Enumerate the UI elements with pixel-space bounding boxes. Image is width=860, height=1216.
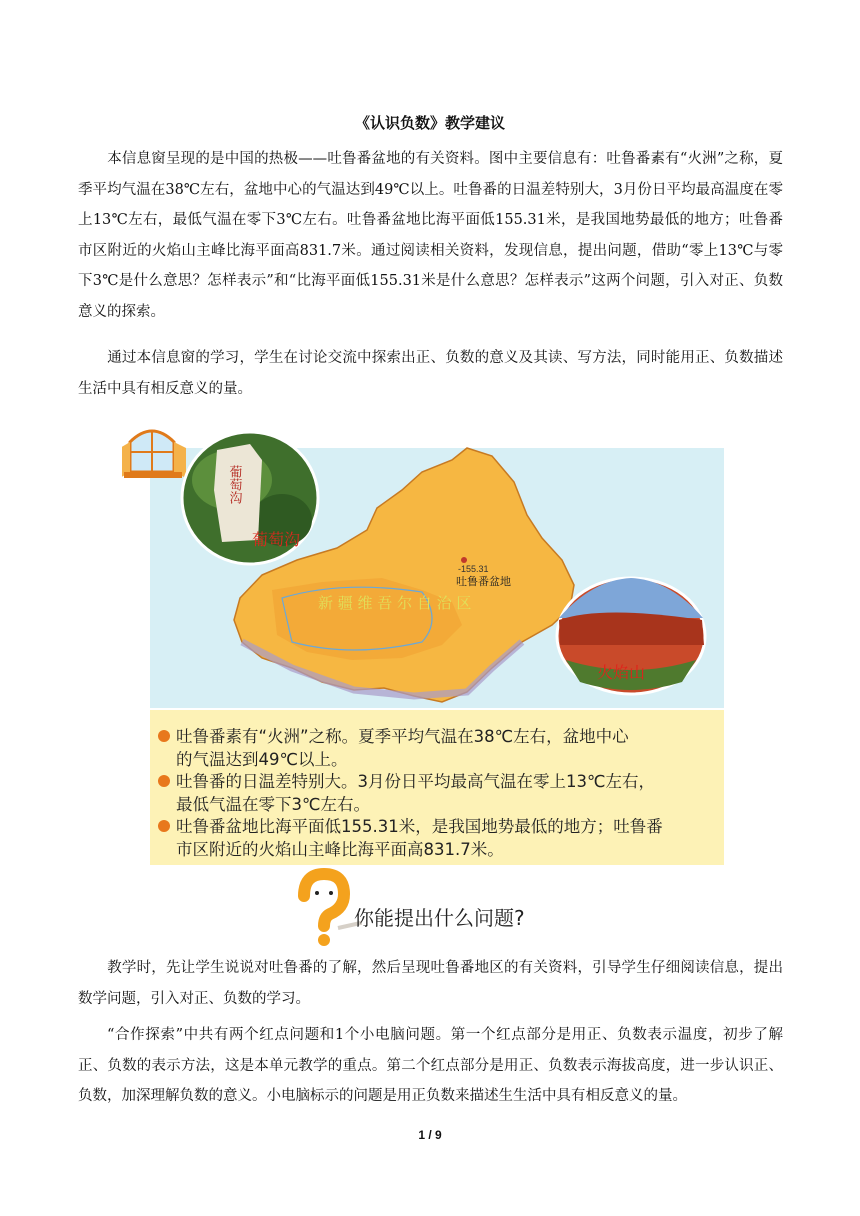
info-line: 吐鲁番盆地比海平面低155.31米，是我国地势最低的地方；吐鲁番 — [176, 817, 663, 836]
bullet-icon — [158, 775, 170, 787]
info-line: 吐鲁番的日温差特别大。3月份日平均最高气温在零上13℃左右， — [176, 772, 656, 791]
turpan-info-box — [150, 710, 724, 865]
info-line: 吐鲁番素有“火洲”之称。夏季平均气温在38℃左右，盆地中心 — [176, 727, 629, 746]
turpan-info-figure — [122, 420, 730, 940]
paragraph-teaching-text: 教学时，先让学生说说对吐鲁番的了解，然后呈现吐鲁番地区的有关资料，引导学生仔细阅读信息，提出数学问题，引入对正、负数的学习。 — [78, 960, 783, 1007]
paragraph-cooperation — [78, 1020, 783, 1112]
map-region-label: 新 疆 维 吾 尔 自 治 区 — [318, 594, 472, 612]
turpan-map-illustration — [122, 420, 730, 710]
info-line: 最低气温在零下3℃左右。 — [176, 795, 371, 814]
paragraph-goal-text: 通过本信息窗的学习，学生在讨论交流中探索出正、负数的意义及其读、写方法，同时能用正、负数描述生活中具有相反意义的量。 — [78, 350, 783, 397]
bullet-icon — [158, 730, 170, 742]
grape-valley-photo — [182, 432, 318, 564]
paragraph-intro-text: 本信息窗呈现的是中国的热极——吐鲁番盆地的有关资料。图中主要信息有：吐鲁番素有“火洲”之称，夏季平均气温在38℃左右，盆地中心的气温达到49℃以上。吐鲁番的日温差特别大，3月份日平均最高温度在零上13℃左右，最低气温在零下3℃左右。吐鲁番盆地比海平面低155.31米，是我国地势最低的地方；吐鲁番市区附近的火焰山主峰比海平面高831.7米。通过阅读相关资料，发现信息，提出问题，借助“零上13℃与零下3℃是什么意思？怎样表示”和“比海平面低155.31米是什么意思？怎样表示”这两个问题，引入对正、负数意义的探索。 — [78, 151, 783, 320]
paragraph-goal — [78, 343, 783, 404]
flaming-mountain-label: 火焰山 — [597, 663, 646, 682]
flaming-mountain-photo — [557, 578, 705, 694]
document-title: 《认识负数》教学建议 — [354, 114, 505, 132]
page-number: 1 / 9 — [418, 1128, 442, 1142]
question-prompt: 你能提出什么问题? — [354, 906, 525, 930]
map-elevation-label: -155.31 — [458, 564, 489, 574]
turpan-basin-marker — [461, 557, 467, 563]
info-line: 的气温达到49℃以上。 — [176, 750, 348, 769]
info-line: 市区附近的火焰山主峰比海平面高831.7米。 — [176, 840, 504, 859]
paragraph-teaching — [78, 953, 783, 1014]
grape-valley-label: 葡萄沟 — [252, 530, 301, 549]
grape-stone-text: 葡萄沟 — [226, 465, 242, 504]
map-basin-label: 吐鲁番盆地 — [456, 575, 511, 588]
window-icon — [122, 430, 186, 478]
question-mark-icon — [282, 866, 362, 946]
paragraph-intro — [78, 144, 783, 328]
paragraph-cooperation-text: “合作探索”中共有两个红点问题和1个小电脑问题。第一个红点部分是用正、负数表示温度，初步了解正、负数的表示方法，这是本单元教学的重点。第二个红点部分是用正、负数表示海拔高度，进一步认识正、负数，加深理解负数的意义。小电脑标示的问题是用正负数来描述生生活中具有相反意义的量。 — [78, 1027, 783, 1105]
bullet-icon — [158, 820, 170, 832]
